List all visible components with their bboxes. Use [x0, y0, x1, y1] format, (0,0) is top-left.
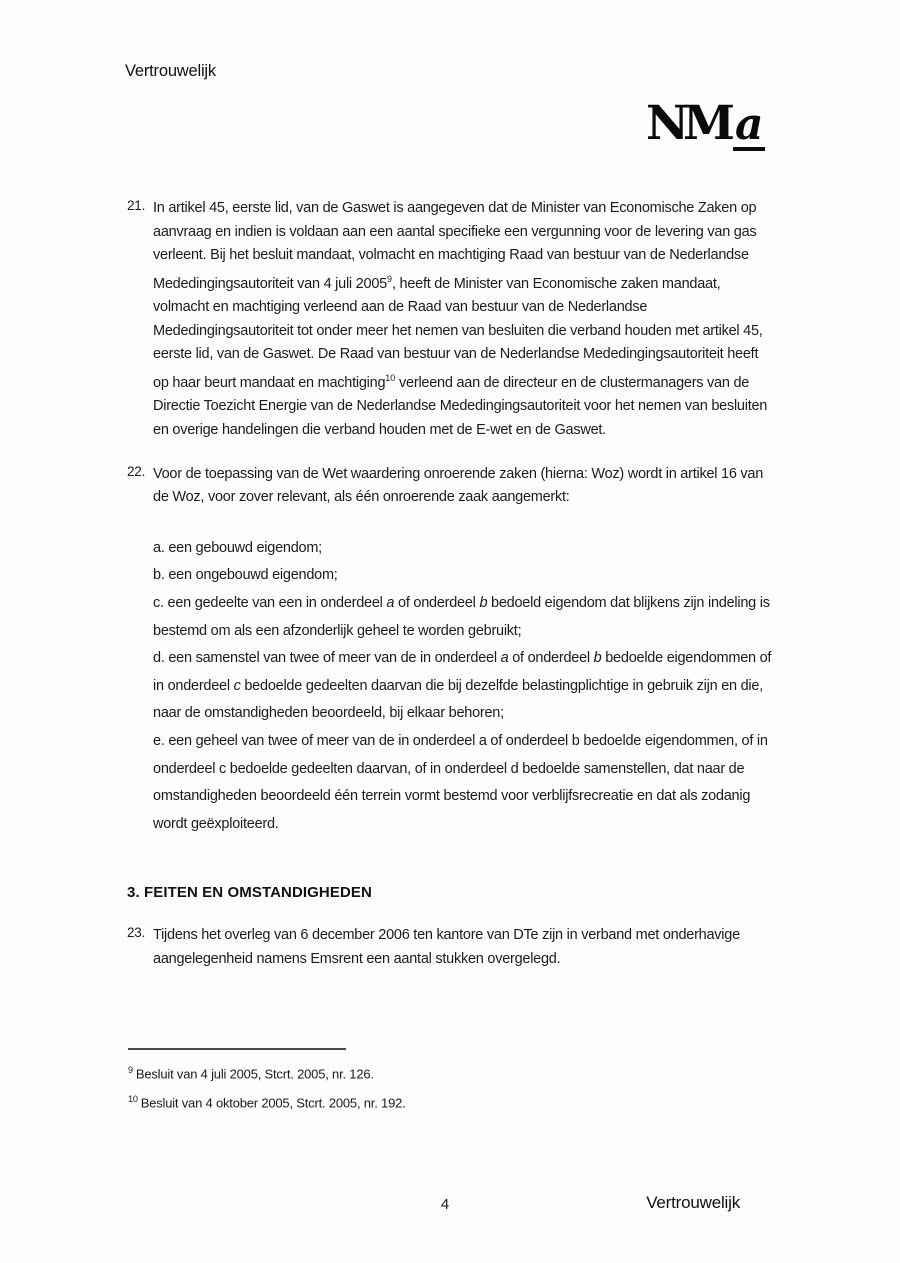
paragraph-22-number: 22. — [127, 463, 146, 479]
list-item-e: e. een geheel van twee of meer van de in onderdeel a of onderdeel b bedoelde eigendommen, of in onderdeel c bedoelde gedeelten daarvan, of in onderdeel d bedoelde samenstellen, dat naar de omstandigheden beoordeeld één terrein vormt bestemd voor verblijfsrecreatie en dat als zodanig wordt geëxploiteerd. — [153, 732, 768, 832]
nma-logo-a: a — [735, 99, 764, 150]
confidential-footer-label: Vertrouwelijk — [646, 1193, 740, 1212]
footnote-9-marker: 9 — [128, 1065, 133, 1075]
page-number: 4 — [440, 1196, 450, 1213]
woz-definition-list — [153, 535, 775, 839]
paragraph-22 — [127, 463, 775, 510]
footnote-10-marker: 10 — [128, 1093, 138, 1104]
list-item-c: c. een gedeelte van een in onderdeel a of onderdeel b bedoeld eigendom dat blijkens zijn indeling is bestemd om als een afzonderlijk geheel te worden gebruikt; — [153, 594, 770, 639]
paragraph-22-text: Voor de toepassing van de Wet waardering onroerende zaken (hierna: Woz) wordt in artikel 16 van de Woz, voor zover relevant, als één onroerende zaak aangemerkt: — [153, 465, 764, 506]
footnote-divider — [128, 1048, 346, 1050]
nma-logo-nm: NM — [646, 96, 729, 151]
footnote-9-text: Besluit van 4 juli 2005, Stcrt. 2005, nr. 126. — [135, 1066, 374, 1082]
footnote-9 — [128, 1058, 688, 1087]
paragraph-23-number: 23. — [127, 925, 146, 941]
list-item-d: d. een samenstel van twee of meer van de in onderdeel a of onderdeel b bedoelde eigendommen of in onderdeel c bedoelde gedeelten daarvan die bij dezelfde belastingplichtige in gebruik zijn en die, naar de omstandigheden beoordeeld, bij elkaar behoren; — [153, 650, 772, 722]
footnote-10-text: Besluit van 4 oktober 2005, Stcrt. 2005, nr. 192. — [140, 1095, 406, 1111]
footnotes — [128, 1058, 688, 1116]
paragraph-21 — [127, 197, 775, 443]
paragraph-23-text: Tijdens het overleg van 6 december 2006 ten kantore van DTe zijn in verband met onderhavige aangelegenheid namens Emsrent een aantal stukken overgelegd. — [153, 927, 740, 967]
document-body — [127, 197, 775, 972]
paragraph-21-text: In artikel 45, eerste lid, van de Gaswet is aangegeven dat de Minister van Economische Zaken op aanvraag en indien is voldaan aan een aantal specifieke een vergunning voor de levering van gas verleent. Bij het besluit mandaat, volmacht en machtiging Raad van bestuur van de Nederlandse Mededingingsautoriteit van 4 juli 2005$^9$, heeft de Minister van Economische zaken mandaat, volmacht en machtiging verleend aan de Raad van bestuur van de Nederlandse Mededingingsautoriteit tot onder meer het nemen van besluiten die verband houden met artikel 45, eerste lid, van de Gaswet. De Raad van bestuur van de Nederlandse Mededingingsautoriteit heeft op haar beurt mandaat en machtiging$^{10}$ verleend aan de directeur en de clustermanagers van de Directie Toezicht Energie van de Nederlandse Mededingingsautoriteit voor het nemen van besluiten en overige handelingen die verband houden met de E-wet en de Gaswet. — [153, 200, 768, 438]
footnote-10 — [128, 1087, 688, 1116]
paragraph-21-number: 21. — [127, 198, 146, 213]
list-item-a: a. een gebouwd eigendom; — [153, 539, 322, 556]
section-heading-3: 3. FEITEN EN OMSTANDIGHEDEN — [127, 884, 372, 902]
nma-logo — [646, 96, 764, 151]
list-item-b: b. een ongebouwd eigendom; — [153, 567, 338, 584]
confidential-header-label: Vertrouwelijk — [125, 62, 216, 80]
paragraph-23 — [127, 924, 775, 971]
